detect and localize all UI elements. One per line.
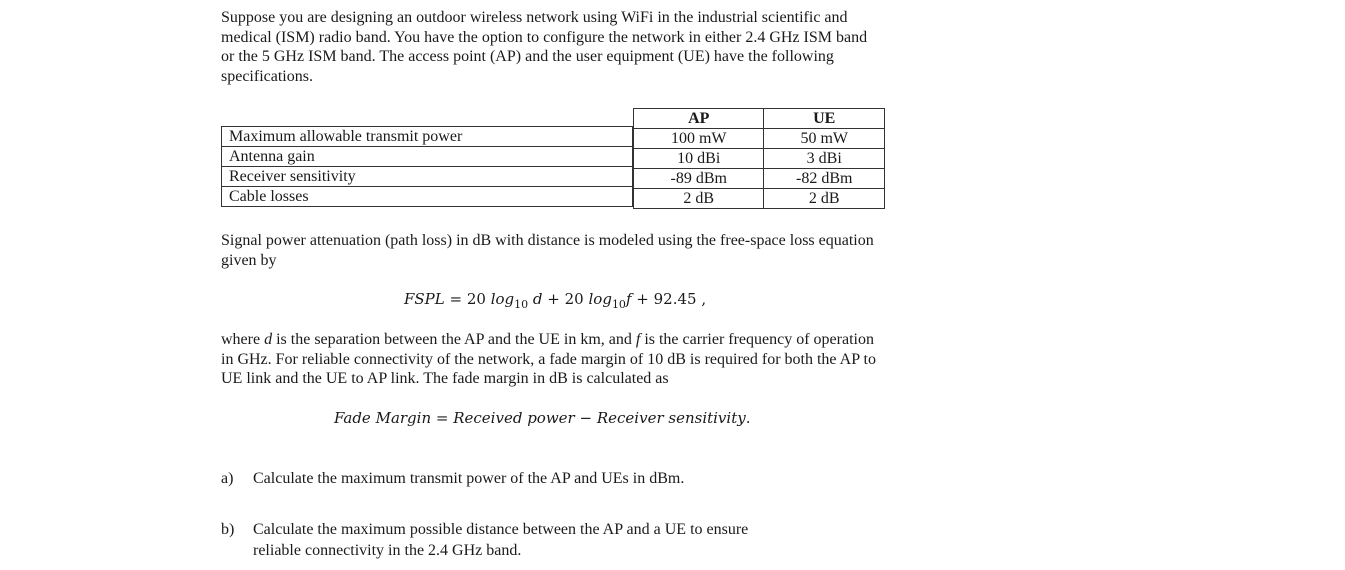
- log-symbol: log: [588, 290, 612, 308]
- equation-text: + 20: [542, 290, 589, 308]
- frequency-variable: f: [635, 331, 641, 348]
- table-row: [634, 149, 885, 169]
- ue-value-cell: -82 dBm: [764, 169, 885, 189]
- equation-text: .: [745, 409, 751, 427]
- column-header-ue: UE: [764, 109, 885, 129]
- equation-text: + 92.45 ,: [631, 290, 707, 308]
- table-row: [222, 147, 633, 167]
- column-header-ap: AP: [634, 109, 764, 129]
- distance-variable: d: [528, 290, 543, 308]
- paragraph-text: is the carrier frequency of operation in GHz. For reliable connectivity of the network, a fade margin of 10 dB is required for both the AP to UE link and the UE to AP link. The fade margin in dB is calculated as: [221, 331, 876, 387]
- ue-value-cell: 50 mW: [764, 129, 885, 149]
- fspl-symbol: FSPL: [404, 290, 445, 308]
- table-row: [222, 187, 633, 207]
- receiver-sensitivity-term: Receiver sensitivity: [596, 409, 746, 427]
- spec-label-cell: Receiver sensitivity: [222, 167, 633, 187]
- table-header-row: [634, 109, 885, 129]
- log-symbol: log: [490, 290, 515, 308]
- equation-text: −: [574, 409, 597, 427]
- received-power-term: Received power: [453, 409, 575, 427]
- paragraph-text: where: [221, 331, 265, 348]
- paragraph-text: is the separation between the AP and the UE in km, and: [272, 331, 636, 348]
- ap-value-cell: 10 dBi: [634, 149, 764, 169]
- table-row: [634, 189, 885, 209]
- fade-margin-paragraph: [221, 330, 881, 389]
- fade-margin-term: Fade Margin: [334, 409, 432, 427]
- ap-value-cell: 2 dB: [634, 189, 764, 209]
- question-text: Calculate the maximum transmit power of the AP and UEs in dBm.: [253, 470, 685, 487]
- spec-labels-table: [221, 126, 633, 207]
- spec-label-cell: Cable losses: [222, 187, 633, 207]
- fade-margin-equation: [334, 409, 751, 427]
- question-text: Calculate the maximum possible distance between the AP and a UE to ensure reliable connectivity in the 2.4 GHz band.: [253, 521, 749, 559]
- path-loss-paragraph: Signal power attenuation (path loss) in dB with distance is modeled using the free-space loss equation given by: [221, 232, 874, 269]
- equation-text: = 20: [444, 290, 491, 308]
- frequency-variable: f: [625, 290, 632, 308]
- ap-value-cell: 100 mW: [634, 129, 764, 149]
- log-base: 10: [611, 298, 626, 311]
- intro-paragraph: Suppose you are designing an outdoor wireless network using WiFi in the industrial scientific and medical (ISM) radio band. You have the option to configure the network in either 2.4 GHz ISM band or the 5 GHz ISM band. The access point (AP) and the user equipment (UE) have the following specifications.: [221, 9, 868, 85]
- equation-text: =: [431, 409, 454, 427]
- question-label: b): [221, 521, 235, 538]
- table-row: [634, 169, 885, 189]
- ap-value-cell: -89 dBm: [634, 169, 764, 189]
- spec-label-cell: Maximum allowable transmit power: [222, 127, 633, 147]
- distance-variable: d: [264, 331, 273, 348]
- question-label: a): [221, 470, 234, 487]
- log-base: 10: [514, 298, 529, 311]
- table-row: [222, 127, 633, 147]
- spec-label-cell: Antenna gain: [222, 147, 633, 167]
- ue-value-cell: 3 dBi: [764, 149, 885, 169]
- spec-values-table: [633, 108, 885, 209]
- ue-value-cell: 2 dB: [764, 189, 885, 209]
- table-row: [634, 129, 885, 149]
- fspl-equation: [404, 290, 706, 311]
- table-row: [222, 167, 633, 187]
